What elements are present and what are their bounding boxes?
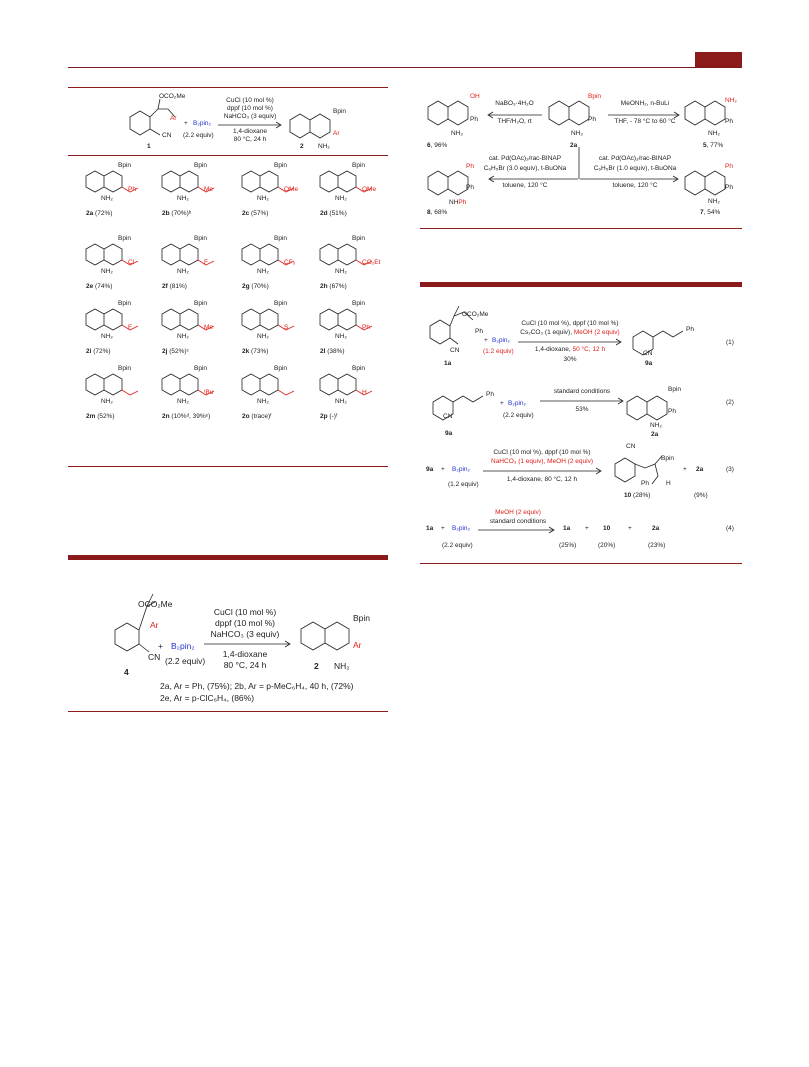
nh2-label: NH₂ xyxy=(335,333,347,340)
eq3-product-ph: Ph xyxy=(641,480,649,487)
eq1-reagent: B₂pin₂ xyxy=(492,337,511,344)
eq1-plus: + xyxy=(484,337,488,344)
nh2-label: NH₂ xyxy=(101,268,113,275)
eq2-reagent: B₂pin₂ xyxy=(508,400,527,407)
naphthalene-structure xyxy=(84,239,154,279)
eq1-yield: 30% xyxy=(563,356,577,363)
substituent-label: CF₃ xyxy=(284,259,296,266)
product-caption: 2f (81%) xyxy=(162,283,187,290)
eq3-arrow xyxy=(483,468,603,474)
eq2-yield: 53% xyxy=(575,406,589,413)
eq4-arrow xyxy=(478,527,556,533)
substituent-label: CO₂Et xyxy=(362,259,381,266)
product-caption: 2i (72%) xyxy=(86,348,111,355)
eq3-plus: + xyxy=(441,466,445,473)
product-caption: 2n (10%ᵈ, 39%ᵉ) xyxy=(162,413,211,420)
product-6-nh2: NH₂ xyxy=(451,130,463,137)
eq2-product-label: 2a xyxy=(651,431,659,438)
condition-2-4: 1,4-dioxane xyxy=(222,649,268,659)
naphthalene-structure xyxy=(240,304,310,344)
product-cell xyxy=(318,365,390,425)
naphthalene-structure xyxy=(160,304,230,344)
eq3-product-cn: CN xyxy=(626,443,636,450)
naphthalene-structure xyxy=(240,166,310,206)
eq4-number: (4) xyxy=(726,525,734,532)
condition-2-2: dppf (10 mol %) xyxy=(215,618,275,628)
product-cell xyxy=(240,300,312,360)
plus-sign-2: + xyxy=(158,641,163,651)
bpin-label: Bpin xyxy=(118,235,132,242)
product-cell xyxy=(318,235,390,295)
product-caption: 2d (51%) xyxy=(320,210,347,217)
condition-2-5: 80 °C, 24 h xyxy=(223,660,267,670)
bpin-label: Bpin xyxy=(352,162,366,169)
nh2-label: NH₂ xyxy=(101,195,113,202)
eq3-reagent: B₂pin₂ xyxy=(452,466,471,473)
product-caption: 2k (73%) xyxy=(242,348,269,355)
eq1-product-ph: Ph xyxy=(686,326,694,333)
condition-4: 1,4-dioxane xyxy=(233,128,267,135)
left-condition-2: THF/H₂O, rt xyxy=(497,118,532,125)
eq2-ph: Ph xyxy=(486,391,494,398)
scheme2-bottom-rule xyxy=(68,711,388,712)
bpin-label: Bpin xyxy=(194,162,208,169)
eq4-condition-2: standard conditions xyxy=(489,518,547,525)
nh2-label: NH₂ xyxy=(257,398,269,405)
reagent-b2pin2: B₂pin₂ xyxy=(193,120,212,127)
product-2b-bpin: Bpin xyxy=(353,613,371,623)
product-caption: 2a (72%) xyxy=(86,210,113,217)
eq2-arrow xyxy=(540,398,625,404)
eq4-product1-yield: (25%) xyxy=(559,542,577,549)
substituent-label: OMe xyxy=(362,186,377,193)
eq4-product2-yield: (20%) xyxy=(598,542,616,549)
product-6-oh: OH xyxy=(470,93,480,100)
product-cell xyxy=(240,365,312,425)
product-cell xyxy=(84,235,156,295)
eq1-reactant-label: 1a xyxy=(444,360,452,367)
right-condition-1: MeONH₂, n-BuLi xyxy=(620,100,670,107)
product-5-caption: 5, 77% xyxy=(703,142,724,149)
product-2b-label: 2 xyxy=(314,661,319,671)
bpin-label: Bpin xyxy=(118,365,132,372)
naphthalene-structure xyxy=(318,166,388,206)
center-2a-bpin: Bpin xyxy=(588,93,602,100)
product-caption: 2p (-)ᶠ xyxy=(320,413,338,420)
eq3-product2-label: 2a xyxy=(696,466,704,473)
product-caption: 2b (70%)ᵇ xyxy=(162,210,192,217)
nh2-label: NH₂ xyxy=(257,195,269,202)
eq2-product-bpin: Bpin xyxy=(668,386,682,393)
naphthalene-structure xyxy=(84,369,154,409)
product-cell xyxy=(160,162,232,222)
eq3-product-caption: 10 (28%) xyxy=(624,492,651,499)
product-cell xyxy=(160,300,232,360)
eq4-condition-1: MeOH (2 equiv) xyxy=(495,509,541,516)
nh2-label: NH₂ xyxy=(177,398,189,405)
substituent-label: Me xyxy=(204,186,214,193)
reactant-1-cn: CN xyxy=(162,132,172,139)
eq1-condition-2: Cs₂CO₃ (1 equiv), MeOH (2 equiv) xyxy=(520,329,620,336)
product-cell xyxy=(84,162,156,222)
eq4-reactant-label: 1a xyxy=(426,525,434,532)
header-rule xyxy=(68,67,742,68)
bpin-label: Bpin xyxy=(352,235,366,242)
eq1-condition-1: CuCl (10 mol %), dppf (10 mol %) xyxy=(521,320,619,327)
reactant-1-oco2me: OCO₂Me xyxy=(159,93,186,100)
bpin-label: Bpin xyxy=(274,235,288,242)
eq4-product2-label: 10 xyxy=(603,525,611,532)
product-cell xyxy=(318,162,390,222)
substituent-label: OMe xyxy=(284,186,299,193)
product-8-ph: Ph xyxy=(466,184,474,191)
product-5-ph: Ph xyxy=(725,118,733,125)
condition-5: 80 °C, 24 h xyxy=(233,136,267,143)
bpin-label: Bpin xyxy=(118,162,132,169)
reaction-arrow-2 xyxy=(204,641,294,647)
bl-condition-1: cat. Pd(OAc)₂/rac-BINAP xyxy=(488,155,562,162)
nh2-label: NH₂ xyxy=(177,195,189,202)
product-2-label: 2 xyxy=(300,143,304,150)
scheme-r1-bottom-rule xyxy=(420,228,742,229)
product-caption: 2l (38%) xyxy=(320,348,345,355)
eq1-number: (1) xyxy=(726,339,734,346)
product-2-bpin: Bpin xyxy=(333,108,347,115)
product-8-nhph: NHPh xyxy=(449,199,467,206)
substituent-label: ᵗBu xyxy=(204,389,214,396)
product-2-ar: Ar xyxy=(333,130,340,137)
eq4-product3-yield: (23%) xyxy=(648,542,666,549)
eq1-ph: Ph xyxy=(475,328,483,335)
bpin-label: Bpin xyxy=(194,365,208,372)
product-2b-ar: Ar xyxy=(353,640,362,650)
br-condition-3: toluene, 120 °C xyxy=(612,182,658,189)
substituent-label: Ph xyxy=(128,186,136,193)
substituent-label: Ph xyxy=(362,324,370,331)
substituent-label: H xyxy=(362,389,367,396)
naphthalene-structure xyxy=(84,304,154,344)
nh2-label: NH₂ xyxy=(177,268,189,275)
product-7-ph-red: Ph xyxy=(725,163,733,170)
nh2-label: NH₂ xyxy=(335,398,347,405)
eq3-product-h: H xyxy=(666,480,671,487)
substituent-label: Cl xyxy=(128,259,135,266)
naphthalene-structure xyxy=(160,369,230,409)
eq2-product-nh2: NH₂ xyxy=(650,422,662,429)
center-2a-label: 2a xyxy=(570,142,578,149)
product-7-ph: Ph xyxy=(725,184,733,191)
center-2a-ph: Ph xyxy=(588,116,596,123)
eq4-reagent-equiv: (2.2 equiv) xyxy=(442,542,473,549)
right-condition-2: THF, - 78 °C to 60 °C xyxy=(614,118,676,125)
br-condition-1: cat. Pd(OAc)₂/rac-BINAP xyxy=(598,155,672,162)
eq1-oco2me: OCO₂Me xyxy=(462,311,489,318)
product-cell xyxy=(84,300,156,360)
product-7-caption: 7, 54% xyxy=(700,209,721,216)
substituent-label: S xyxy=(284,324,289,331)
bpin-label: Bpin xyxy=(194,300,208,307)
br-condition-2: C₆H₅Br (1.0 equiv), t-BuONa xyxy=(593,165,677,172)
reactant-4-oco2me: OCO₂Me xyxy=(138,599,173,609)
naphthalene-structure xyxy=(240,369,310,409)
product-7-nh2: NH₂ xyxy=(708,198,720,205)
naphthalene-structure xyxy=(318,369,388,409)
product-caption: 2c (57%) xyxy=(242,210,269,217)
eq4-plus: + xyxy=(441,525,445,532)
substituent-label: Me xyxy=(204,324,214,331)
nh2-label: NH₂ xyxy=(177,333,189,340)
eq1-reagent-equiv: (1.2 equiv) xyxy=(483,348,514,355)
product-2b-nh2: NH₂ xyxy=(334,661,350,671)
result-line-1: 2a, Ar = Ph, (75%); 2b, Ar = p-MeC₆H₄, 40 h, (72%) xyxy=(160,681,354,691)
eq2-product-ph: Ph xyxy=(668,408,676,415)
eq2-reagent-equiv: (2.2 equiv) xyxy=(503,412,534,419)
nh2-label: NH₂ xyxy=(335,268,347,275)
reactant-4-label: 4 xyxy=(124,667,129,677)
product-8-caption: 8, 68% xyxy=(427,209,448,216)
eq3-condition-2: NaHCO₃ (1 equiv), MeOH (2 equiv) xyxy=(491,458,593,465)
eq1-condition-3: 1,4-dioxane, 50 °C, 12 h xyxy=(534,346,606,353)
reactant-1-label: 1 xyxy=(147,143,151,150)
eq3-condition-3: 1,4-dioxane, 80 °C, 12 h xyxy=(506,476,578,483)
bl-condition-3: toluene, 120 °C xyxy=(502,182,548,189)
product-caption: 2o (trace)ᶠ xyxy=(242,413,272,420)
eq3-product2-yield: (9%) xyxy=(694,492,708,499)
product-2-nh2: NH₂ xyxy=(318,143,330,150)
plus-sign: + xyxy=(184,120,188,127)
substituent-label: F xyxy=(128,324,132,331)
eq3-reactant-label: 9a xyxy=(426,466,434,473)
nh2-label: NH₂ xyxy=(101,398,113,405)
reagent-equiv-2: (2.2 equiv) xyxy=(165,656,206,666)
eq4-product1-label: 1a xyxy=(563,525,571,532)
product-6-caption: 6, 96% xyxy=(427,142,448,149)
reactant-4-cn: CN xyxy=(148,652,161,662)
left-condition-1: NaBO₃·4H₂O xyxy=(495,100,534,107)
bpin-label: Bpin xyxy=(274,365,288,372)
eq2-condition: standard conditions xyxy=(553,388,611,395)
eq2-plus: + xyxy=(500,400,504,407)
condition-1: CuCl (10 mol %) xyxy=(226,97,274,104)
bpin-label: Bpin xyxy=(352,365,366,372)
eq4-plus-3: + xyxy=(628,525,632,532)
nh2-label: NH₂ xyxy=(257,268,269,275)
product-caption: 2h (67%) xyxy=(320,283,347,290)
condition-3: NaHCO₃ (3 equiv) xyxy=(223,113,277,120)
section-bar-left xyxy=(68,555,388,560)
table-top-rule xyxy=(68,87,388,88)
eq4-plus-2: + xyxy=(585,525,589,532)
bl-condition-2: C₆H₅Br (3.0 equiv), t-BuONa xyxy=(483,165,567,172)
product-cell xyxy=(160,365,232,425)
bpin-label: Bpin xyxy=(274,300,288,307)
eq3-condition-1: CuCl (10 mol %), dppf (10 mol %) xyxy=(493,449,591,456)
product-6-ph: Ph xyxy=(470,116,478,123)
condition-2: dppf (10 mol %) xyxy=(227,105,273,112)
condition-2-1: CuCl (10 mol %) xyxy=(213,607,277,617)
product-8-ph-red: Ph xyxy=(466,163,474,170)
center-2a-nh2: NH₂ xyxy=(571,130,583,137)
eq1-product-cn: CN xyxy=(643,350,653,357)
nh2-label: NH₂ xyxy=(257,333,269,340)
eq2-cn: CN xyxy=(443,413,453,420)
eq1-cn: CN xyxy=(450,347,460,354)
product-cell xyxy=(240,235,312,295)
result-line-2: 2e, Ar = p-ClC₆H₄, (86%) xyxy=(160,693,255,703)
eq1-product-label: 9a xyxy=(645,360,653,367)
eq3-plus-2: + xyxy=(683,466,687,473)
table-bottom-rule xyxy=(68,466,388,467)
product-caption: 2e (74%) xyxy=(86,283,113,290)
reagent-equiv: (2.2 equiv) xyxy=(183,132,214,139)
center-2a-structure xyxy=(546,95,616,135)
eq3-number: (3) xyxy=(726,466,734,473)
table-header-rule xyxy=(68,155,388,156)
reactant-1-ar: Ar xyxy=(170,115,177,122)
product-caption: 2j (52%)ᶜ xyxy=(162,348,189,355)
condition-2-3: NaHCO₃ (3 equiv) xyxy=(210,629,280,639)
nh2-label: NH₂ xyxy=(101,333,113,340)
reactant-4-ar: Ar xyxy=(150,620,159,630)
naphthalene-structure xyxy=(240,239,310,279)
eq3-reagent-equiv: (1.2 equiv) xyxy=(448,481,479,488)
product-caption: 2m (52%) xyxy=(86,413,115,420)
product-cell xyxy=(84,365,156,425)
bpin-label: Bpin xyxy=(194,235,208,242)
naphthalene-structure xyxy=(84,166,154,206)
product-6-structure xyxy=(425,95,495,135)
eq4-product3-label: 2a xyxy=(652,525,660,532)
bpin-label: Bpin xyxy=(352,300,366,307)
substituent-label: F xyxy=(204,259,208,266)
scheme-r2-bottom-rule xyxy=(420,563,742,564)
eq1-arrow xyxy=(518,339,623,345)
naphthalene-structure xyxy=(160,166,230,206)
eq4-reagent: B₂pin₂ xyxy=(452,525,471,532)
nh2-label: NH₂ xyxy=(335,195,347,202)
header-tab xyxy=(695,52,742,67)
product-caption: 2g (70%) xyxy=(242,283,269,290)
eq2-reactant-label: 9a xyxy=(445,430,453,437)
reagent-b2pin2-2: B₂pin₂ xyxy=(171,641,195,651)
naphthalene-structure xyxy=(318,304,388,344)
bpin-label: Bpin xyxy=(118,300,132,307)
naphthalene-structure xyxy=(160,239,230,279)
product-5-nh2-red: NH₂ xyxy=(725,97,737,104)
product-cell xyxy=(240,162,312,222)
section-bar-right xyxy=(420,282,742,287)
product-cell xyxy=(318,300,390,360)
eq3-product-bpin: Bpin xyxy=(661,455,675,462)
product-5-structure xyxy=(682,95,752,135)
bpin-label: Bpin xyxy=(274,162,288,169)
product-cell xyxy=(160,235,232,295)
eq2-number: (2) xyxy=(726,399,734,406)
product-5-nh2: NH₂ xyxy=(708,130,720,137)
